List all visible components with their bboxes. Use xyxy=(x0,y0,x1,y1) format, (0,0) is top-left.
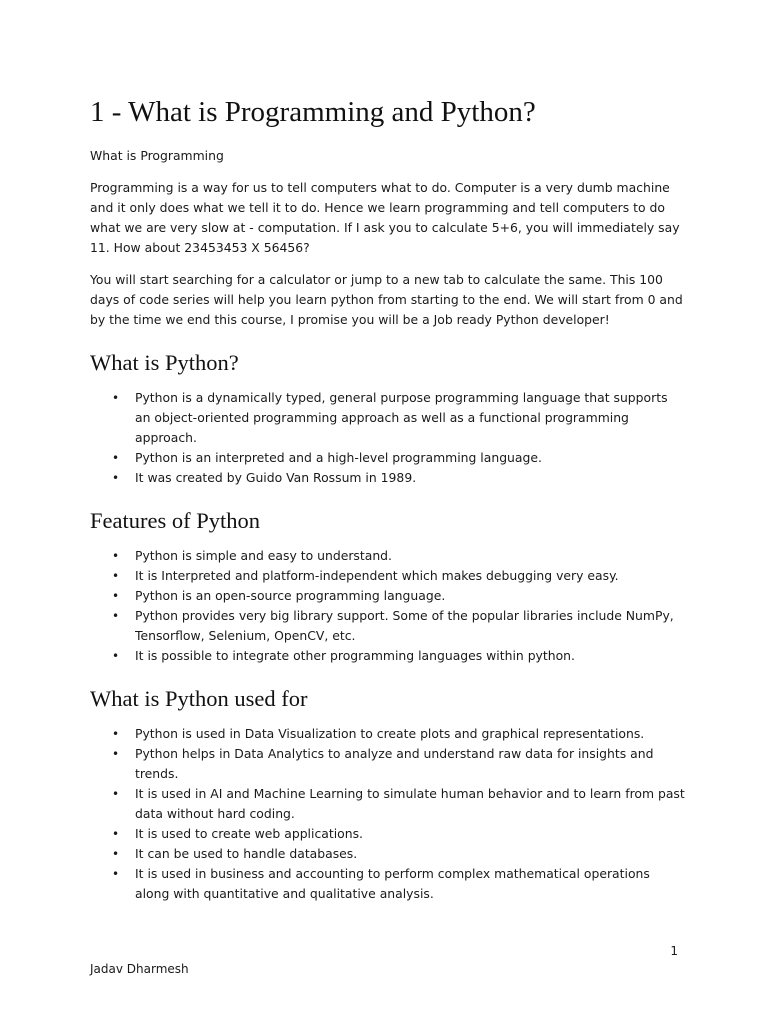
list-item xyxy=(112,586,685,606)
list-item xyxy=(112,606,685,646)
list-item xyxy=(112,448,685,468)
list-item xyxy=(112,844,685,864)
bullet-icon: • xyxy=(112,847,120,861)
bullet-icon: • xyxy=(112,391,120,405)
list-item xyxy=(112,566,685,586)
bullet-icon: • xyxy=(112,549,120,563)
bullet-icon: • xyxy=(112,727,120,741)
bullet-icon: • xyxy=(112,787,120,801)
section-subtitle: What is Programming xyxy=(90,148,224,163)
page-title: 1 - What is Programming and Python? xyxy=(90,96,536,128)
list-item-text: Python is a dynamically typed, general purpose programming language that supports an object-oriented programming approach as well as a functional programming approach. xyxy=(135,390,668,445)
heading-features-of-python: Features of Python xyxy=(90,508,260,533)
list-item xyxy=(112,546,685,566)
heading-what-is-python-used-for: What is Python used for xyxy=(90,686,308,711)
list-item-text: Python is an open-source programming language. xyxy=(135,588,446,603)
bullet-icon: • xyxy=(112,609,120,623)
list-item xyxy=(112,468,685,488)
heading-what-is-python: What is Python? xyxy=(90,350,239,375)
list-what-is-python xyxy=(90,388,685,488)
list-item xyxy=(112,388,685,448)
bullet-icon: • xyxy=(112,867,120,881)
list-item-text: It is used to create web applications. xyxy=(135,826,363,841)
list-item-text: It is used in AI and Machine Learning to simulate human behavior and to learn from past data without hard coding. xyxy=(135,786,685,821)
list-item-text: It is used in business and accounting to perform complex mathematical operations along with quantitative and qualitative analysis. xyxy=(135,866,650,901)
bullet-icon: • xyxy=(112,827,120,841)
list-item xyxy=(112,646,685,666)
list-item xyxy=(112,864,685,904)
list-item-text: It is Interpreted and platform-independent which makes debugging very easy. xyxy=(135,568,619,583)
page-number: 1 xyxy=(670,944,678,958)
list-item-text: Python provides very big library support. Some of the popular libraries include NumPy, Tensorflow, Selenium, OpenCV, etc. xyxy=(135,608,674,643)
list-item-text: Python is used in Data Visualization to create plots and graphical representations. xyxy=(135,726,645,741)
list-what-is-python-used-for xyxy=(90,724,685,904)
intro-paragraph-1: Programming is a way for us to tell computers what to do. Computer is a very dumb machine and it only does what we tell it to do. Hence we learn programming and tell computers to do what we are very slow at - computation. If I ask you to calculate 5+6, you will immediately say 11. How about 23453453 X 56456? xyxy=(90,180,680,255)
bullet-icon: • xyxy=(112,589,120,603)
list-item-text: It can be used to handle databases. xyxy=(135,846,358,861)
list-item-text: Python is simple and easy to understand. xyxy=(135,548,392,563)
list-item-text: Python helps in Data Analytics to analyze and understand raw data for insights and trends. xyxy=(135,746,654,781)
list-item-text: It is possible to integrate other programming languages within python. xyxy=(135,648,575,663)
list-item xyxy=(112,724,685,744)
footer-author: Jadav Dharmesh xyxy=(90,962,189,976)
list-item xyxy=(112,824,685,844)
intro-paragraph-2: You will start searching for a calculator or jump to a new tab to calculate the same. This 100 days of code series will help you learn python from starting to the end. We will start from 0 and by the time we end this course, I promise you will be a Job ready Python developer! xyxy=(90,272,683,327)
bullet-icon: • xyxy=(112,747,120,761)
document-body xyxy=(90,92,685,904)
list-item xyxy=(112,784,685,824)
list-features-of-python xyxy=(90,546,685,666)
bullet-icon: • xyxy=(112,451,120,465)
list-item xyxy=(112,744,685,784)
list-item-text: Python is an interpreted and a high-level programming language. xyxy=(135,450,542,465)
bullet-icon: • xyxy=(112,471,120,485)
list-item-text: It was created by Guido Van Rossum in 1989. xyxy=(135,470,417,485)
bullet-icon: • xyxy=(112,649,120,663)
bullet-icon: • xyxy=(112,569,120,583)
